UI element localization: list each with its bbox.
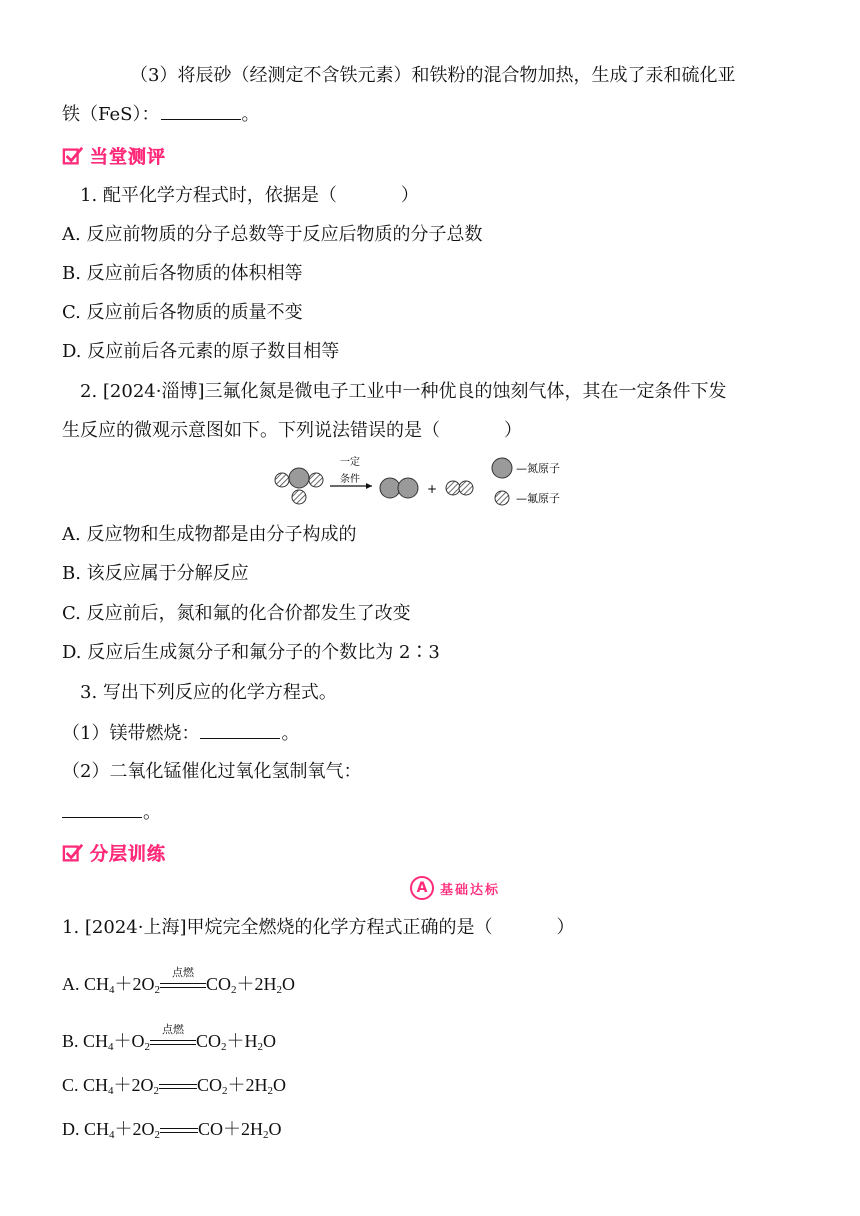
equals-arrow bbox=[159, 1083, 197, 1091]
paren-close: ） bbox=[400, 185, 419, 206]
equals-arrow bbox=[160, 965, 206, 990]
q3-stem bbox=[80, 680, 337, 706]
section-title-1: 当堂测评 bbox=[90, 147, 166, 168]
q2-stem-2 bbox=[62, 418, 522, 444]
legend-n-label: —氮原子 bbox=[516, 462, 560, 475]
condition-top: 一定 bbox=[340, 457, 360, 468]
equals-arrow bbox=[160, 1127, 198, 1135]
option-text: D. 反应后生成氮分子和氟分子的个数比为 2∶3 bbox=[62, 642, 440, 663]
condition-label: 点燃 bbox=[172, 965, 195, 979]
q4-stem bbox=[62, 915, 574, 941]
q1-option-b[interactable] bbox=[62, 261, 303, 287]
q4-option-a[interactable]: A. $CH_4+2O_2$ 点燃 $CO_2+2H_2O$ bbox=[62, 965, 296, 996]
section-title-2: 分层训练 bbox=[90, 844, 166, 865]
checkbox-check-icon bbox=[62, 842, 84, 864]
q3-part1 bbox=[62, 720, 299, 747]
period: 。 bbox=[281, 723, 300, 744]
option-text: C. 反应前后各物质的质量不变 bbox=[62, 302, 303, 323]
q2-option-c[interactable] bbox=[62, 601, 411, 627]
option-text: B. 该反应属于分解反应 bbox=[62, 563, 249, 584]
q4-option-c[interactable]: C. $CH_4+2O_2$ $CO_2+2H_2O$ bbox=[62, 1075, 287, 1097]
equals-arrow bbox=[150, 1022, 196, 1047]
q4-option-b[interactable]: B. $CH_4+O_2$ 点燃 $CO_2+H_2O$ bbox=[62, 1022, 277, 1053]
q2-stem-1 bbox=[80, 379, 726, 405]
option-text: A. 反应前物质的分子总数等于反应后物质的分子总数 bbox=[62, 224, 483, 245]
section-header-1 bbox=[62, 141, 166, 171]
section-header-2 bbox=[62, 838, 166, 868]
level-letter-icon: A bbox=[410, 876, 434, 900]
legend-f-label: —氟原子 bbox=[516, 492, 560, 505]
period: 。 bbox=[241, 104, 260, 125]
option-text: A. 反应物和生成物都是由分子构成的 bbox=[62, 524, 357, 545]
condition-bottom: 条件 bbox=[340, 474, 360, 485]
option-text: B. 反应前后各物质的体积相等 bbox=[62, 263, 303, 284]
intro-line-1 bbox=[130, 63, 735, 89]
period: 。 bbox=[143, 802, 161, 823]
answer-blank[interactable] bbox=[62, 799, 142, 818]
q2-stem-text-2: 生反应的微观示意图如下。下列说法错误的是（ bbox=[62, 420, 440, 441]
f2-molecule bbox=[446, 481, 473, 495]
intro-text-2: 铁（FeS）： bbox=[62, 104, 160, 125]
arrow-head-icon bbox=[366, 483, 372, 489]
plus-sign: + bbox=[426, 482, 438, 496]
q3-part2-answer bbox=[62, 799, 161, 826]
q3-stem-text: 3. 写出下列反应的化学方程式。 bbox=[80, 682, 337, 703]
q1-stem bbox=[80, 183, 419, 209]
legend-n-atom bbox=[492, 458, 512, 478]
answer-blank[interactable] bbox=[161, 101, 241, 120]
q2-option-b[interactable] bbox=[62, 561, 249, 587]
checkbox-check-icon bbox=[62, 145, 84, 167]
q4-stem-text: 1. [2024·上海]甲烷完全燃烧的化学方程式正确的是（ bbox=[62, 917, 493, 938]
nf3-molecule bbox=[275, 468, 323, 504]
q2-stem-text-1: 2. [2024·淄博]三氟化氮是微电子工业中一种优良的蚀刻气体，其在一定条件下发 bbox=[80, 381, 727, 402]
level-label: 基础达标 bbox=[440, 882, 501, 898]
q1-option-c[interactable] bbox=[62, 300, 303, 326]
paren-close: ） bbox=[504, 420, 522, 441]
q3-part1-text: （1）镁带燃烧： bbox=[62, 723, 200, 744]
q3-part2-text: （2）二氧化锰催化过氧化氢制氧气： bbox=[62, 761, 362, 782]
reaction-diagram bbox=[270, 456, 600, 512]
q4-option-d[interactable]: D. $CH_4+2O_2$ $CO+2H_2O$ bbox=[62, 1119, 282, 1141]
q2-option-a[interactable] bbox=[62, 522, 356, 548]
option-text: D. 反应前后各元素的原子数目相等 bbox=[62, 341, 340, 362]
level-badge bbox=[410, 876, 500, 900]
q1-option-a[interactable] bbox=[62, 222, 482, 248]
option-text: C. 反应前后，氮和氟的化合价都发生了改变 bbox=[62, 603, 411, 624]
paren-close: ） bbox=[556, 917, 575, 938]
answer-blank[interactable] bbox=[200, 720, 280, 739]
q2-option-d[interactable] bbox=[62, 640, 440, 666]
legend-f-atom bbox=[495, 491, 509, 505]
q1-stem-text: 1. 配平化学方程式时，依据是（ bbox=[80, 185, 337, 206]
q3-part2 bbox=[62, 759, 361, 785]
q1-option-d[interactable] bbox=[62, 339, 339, 365]
n2-molecule bbox=[380, 478, 418, 498]
condition-label: 点燃 bbox=[162, 1022, 185, 1036]
intro-text-1: （3）将辰砂（经测定不含铁元素）和铁粉的混合物加热，生成了汞和硫化亚 bbox=[130, 65, 736, 86]
intro-line-2 bbox=[62, 101, 260, 128]
